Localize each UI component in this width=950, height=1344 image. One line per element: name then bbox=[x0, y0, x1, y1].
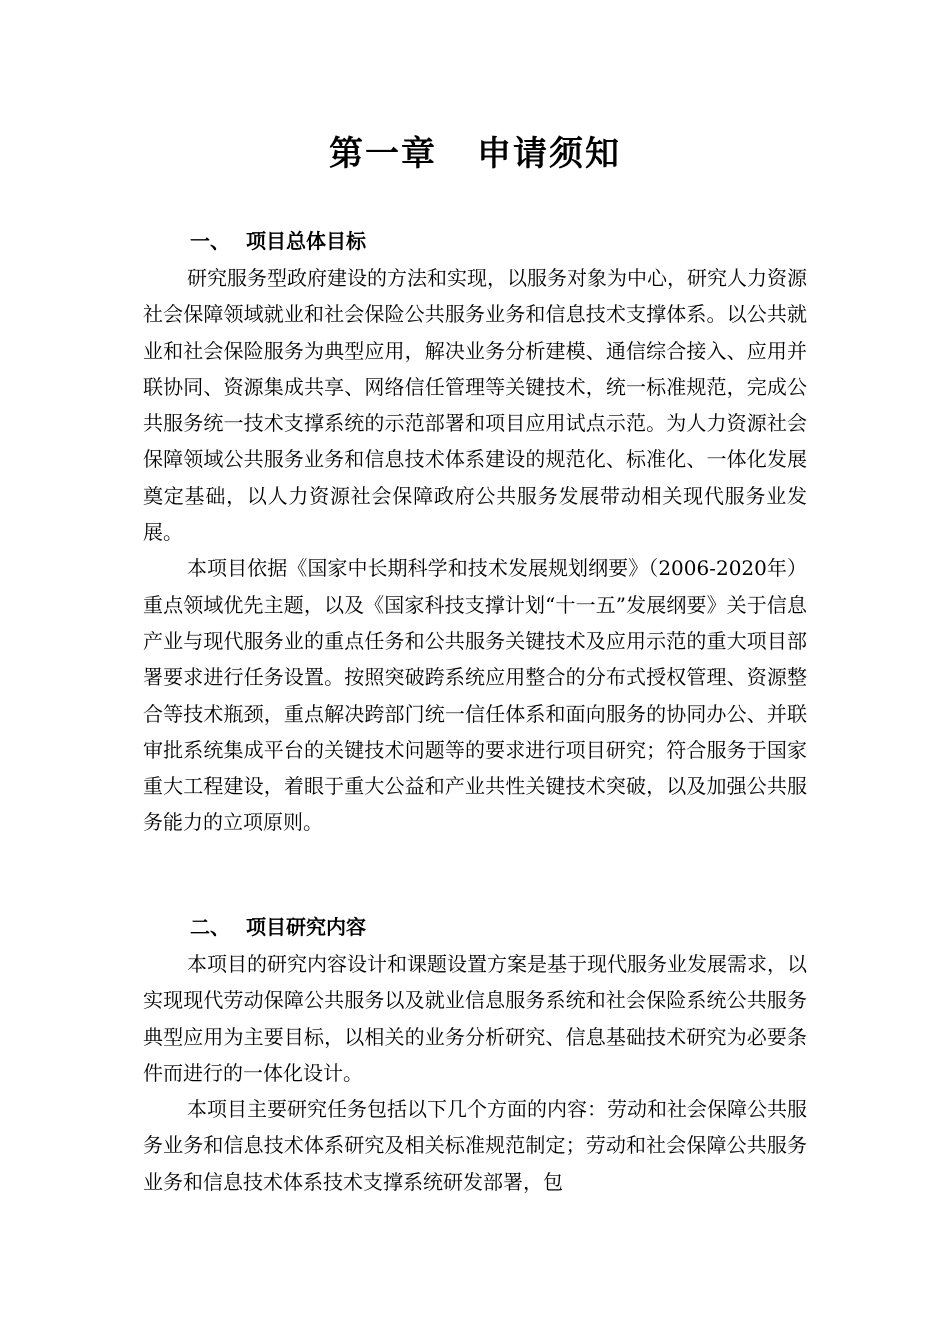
section-heading-2 bbox=[190, 912, 790, 942]
chapter-name: 申请须知 bbox=[477, 134, 621, 174]
paragraph: 研究服务型政府建设的方法和实现，以服务对象为中心，研究人力资源社会保障领域就业和社会保险公共服务业务和信息技术支撑体系。以公共就业和社会保险服务为典型应用，解决业务分析建模、通信综合接入、应用并联协同、资源集成共享、网络信任管理等关键技术，统一标准规范，完成公共服务统一技术支撑系统的示范部署和项目应用试点示范。为人力资源社会保障领域公共服务业务和信息技术体系建设的规范化、标准化、一体化发展奠定基础，以人力资源社会保障政府公共服务发展带动相关现代服务业发展。 bbox=[143, 266, 807, 545]
section-body-1 bbox=[143, 260, 807, 841]
section-body-2 bbox=[143, 946, 807, 1200]
chapter-number: 第一章 bbox=[329, 134, 437, 174]
section-heading-1 bbox=[190, 226, 790, 256]
chapter-title bbox=[0, 128, 950, 180]
paragraph: 本项目的研究内容设计和课题设置方案是基于现代服务业发展需求，以实现现代劳动保障公共服务以及就业信息服务系统和社会保险系统公共服务典型应用为主要目标，以相关的业务分析研究、信息基础技术研究为必要条件而进行的一体化设计。 bbox=[143, 952, 807, 1085]
paragraph: 本项目依据《国家中长期科学和技术发展规划纲要》（2006-2020年）重点领域优先主题，以及《国家科技支撑计划“十一五”发展纲要》关于信息产业与现代服务业的重点任务和公共服务关键技术及应用示范的重大项目部署要求进行任务设置。按照突破跨系统应用整合的分布式授权管理、资源整合等技术瓶颈，重点解决跨部门统一信任体系和面向服务的协同办公、并联审批系统集成平台的关键技术问题等的要求进行项目研究；符合服务于国家重大工程建设，着眼于重大公益和产业共性关键技术突破，以及加强公共服务能力的立项原则。 bbox=[143, 556, 807, 835]
section-number: 一、 bbox=[190, 229, 230, 253]
section-number: 二、 bbox=[190, 915, 230, 939]
section-title: 项目总体目标 bbox=[246, 229, 366, 253]
section-title: 项目研究内容 bbox=[246, 915, 366, 939]
paragraph: 本项目主要研究任务包括以下几个方面的内容：劳动和社会保障公共服务业务和信息技术体系研究及相关标准规范制定；劳动和社会保障公共服务业务和信息技术体系技术支撑系统研发部署，包 bbox=[143, 1097, 807, 1194]
